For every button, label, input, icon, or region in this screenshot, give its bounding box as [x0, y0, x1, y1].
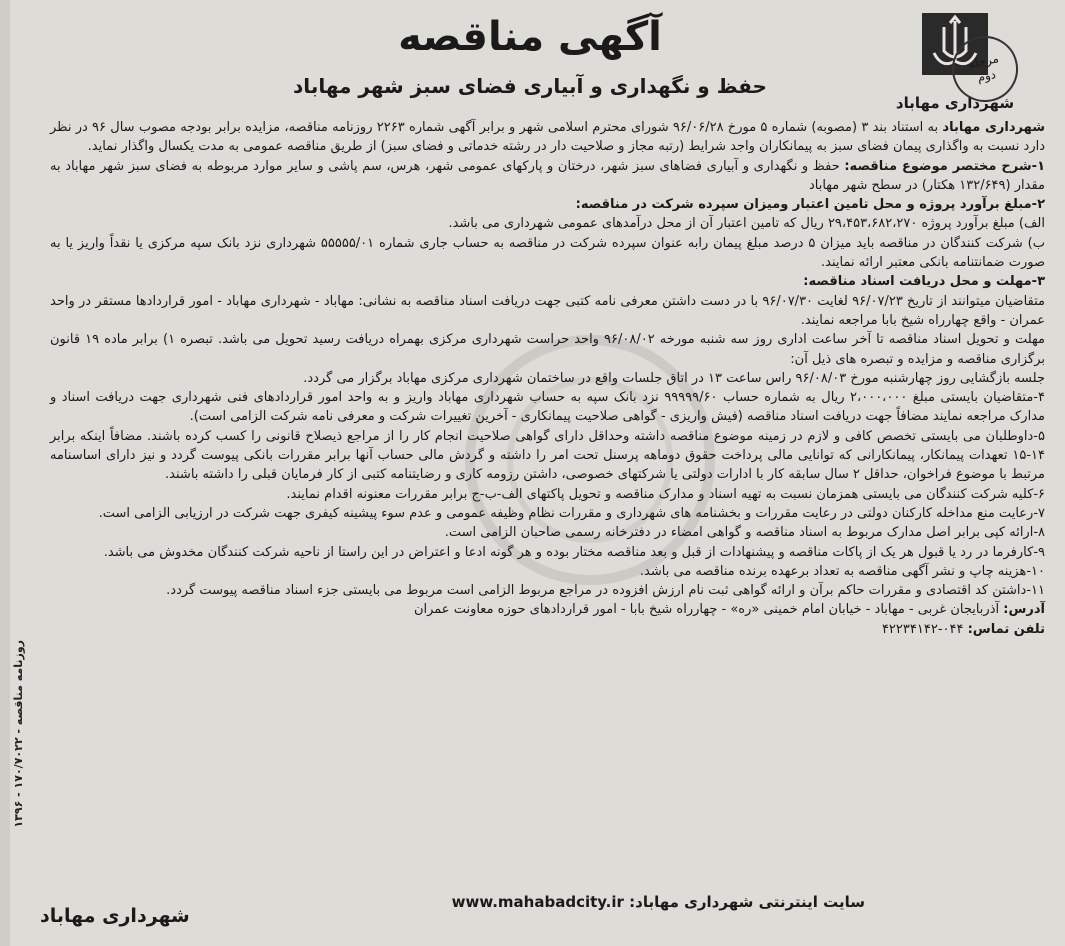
stage-label: مرحله — [966, 51, 1000, 72]
paragraph-lead: ۲-مبلغ برآورد پروژه و محل تامین اعتبار ومیزان سپرده شرکت در مناقصه: — [575, 197, 1045, 213]
page-subtitle: حفظ و نگهداری و آبیاری فضای سبز شهر مهاباد — [293, 74, 767, 98]
paragraph-text: به استناد بند ۳ (مصوبه) شماره ۵ مورخ ۹۶/۰۶/۲۸ شورای محترم اسلامی شهر و برابر آگهی شماره ۲۲۶۳ روزنامه مناقصه، مزایده برابر بودجه مصوب سال ۹۶ در نظر دارد نسبت به واگذاری پیمان فضای سبز به پیمانکاران واجد شرایط (رتبه مجاز و صلاحیت دار در رشته خدماتی و فضای سبز) از طریق مناقصه عمومی به مدت یکسال واگذار نماید. — [50, 120, 1045, 155]
notice-paragraph — [50, 292, 1045, 331]
paragraph-text: ۹-کارفرما در رد یا قبول هر یک از پاکات مناقصه و پیشنهادات از قبل و بعد مناقصه مختار بوده و هر گونه ادعا و اعتراض در این راستا از ناحیه شرکت کنندگان مخدوش می باشد. — [103, 544, 1045, 560]
notice-paragraph — [50, 118, 1045, 157]
notice-paragraph — [50, 157, 1045, 196]
notice-paragraph — [50, 562, 1045, 581]
paragraph-lead: آدرس: — [1003, 602, 1045, 618]
side-caption: روزنامه مناقصه - ۱۷۰/۷۰۲۲ - ۱۳۹۶ — [12, 640, 25, 828]
website-url[interactable]: www.mahabadcity.ir — [451, 893, 624, 911]
notice-paragraph — [50, 427, 1045, 485]
paragraph-text: حفظ و نگهداری و آبیاری فضاهای سبز شهر، درختان و پارکهای عمومی شهر، هرس، سم پاشی و سایر موارد مربوطه به فضای سبز شهر مهاباد به مقدار (۱۳۲/۶۴۹ هکتار) در سطح شهر مهاباد — [50, 158, 1045, 193]
notice-paragraph — [50, 195, 1045, 214]
paragraph-text: ۰۴۴-۴۲۲۳۴۱۴۲ — [881, 621, 968, 637]
website-label: سایت اینترنتی شهرداری مهاباد: — [629, 893, 865, 911]
notice-paragraph — [50, 523, 1045, 542]
paragraph-text: ۱۱-داشتن کد اقتصادی و مقررات حاکم برآن و ارائه گواهی ثبت نام ارزش افزوده در مراجع مربوط الزامی است مربوط می بایستی جزء اسناد مناقصه پیوست گردد. — [166, 583, 1045, 599]
org-name: شهرداری مهاباد — [895, 94, 1015, 112]
notice-body — [50, 118, 1045, 639]
notice-paragraph — [50, 600, 1045, 619]
notice-paragraph — [50, 504, 1045, 523]
footer-org-name: شهرداری مهاباد — [40, 905, 190, 927]
paragraph-lead: تلفن تماس: — [967, 621, 1045, 637]
paragraph-text: ۶-کلیه شرکت کنندگان می بایستی همزمان نسبت به تهیه اسناد و مدارک مناقصه و تحویل پاکتهای الف-ب-ج برابر مقررات معنونه اقدام نمایند. — [286, 486, 1045, 502]
notice-paragraph — [50, 581, 1045, 600]
paragraph-text: متقاضیان میتوانند از تاریخ ۹۶/۰۷/۲۳ لغایت ۹۶/۰۷/۳۰ با در دست داشتن معرفی نامه کتبی جهت دریافت اسناد مناقصه به نشانی: مهاباد - شهرداری مهاباد - امور قراردادها مستقر در واحد عمران - واقع چهارراه شیخ بابا مراجعه نمایند. — [50, 293, 1046, 328]
notice-paragraph — [50, 214, 1045, 233]
notice-paragraph — [50, 330, 1045, 369]
website-line — [452, 893, 865, 911]
stage-value: دوم — [975, 67, 998, 85]
paragraph-lead: ۳-مهلت و محل دریافت اسناد مناقصه: — [803, 274, 1045, 290]
paragraph-text: ۵-داوطلبان می بایستی تخصص کافی و لازم در زمینه موضوع مناقصه داشته وحداقل دارای گواهی صلاحیت انجام کار را از مراجع ذیصلاح قانونی را کسب کرده باشند. مضافاً اینکه برابر ۱۴-۱۵ تعهدات پیمانکار، پیمانکارانی که توانایی مالی پرداخت حقوق دوماهه پرسنل تحت امر را داشته و گردش مالی حساب آنها برابر مقررات بانکی پیوست گردد و نیز دارای اساسنامه مرتبط با موضوع فراخوان، حداقل ۲ سال سابقه کار با ادارات دولتی یا شرکتهای خصوصی، داشتن رزومه کاری و رضایتنامه کتبی از کار فرمایان قبلی را داشته باشند. — [50, 428, 1045, 483]
page-title: آگهی مناقصه — [398, 14, 662, 60]
paragraph-text: ۴-متقاضیان بایستی مبلغ ۲،۰۰۰،۰۰۰ ریال به شماره حساب ۹۹۹۹۹/۶۰ نزد بانک سپه به حساب شهرداری مهاباد واریز و به واحد امور قراردادهای فنی شهرداری جهت دریافت اسناد و مدارک مراجعه نمایند مضافاً جهت دریافت اسناد مناقصه (فیش واریزی - گواهی صلاحیت پیمانکاری - آخرین تغییرات شرکت و معرفی نامه شرکت الزامی است). — [50, 390, 1045, 425]
notice-paragraph — [50, 272, 1045, 291]
paragraph-text: ۷-رعایت منع مداخله کارکنان دولتی در رعایت مقررات و بخشنامه های شهرداری و مقررات نظام وظیفه عمومی و عدم سوء پیشینه کیفری جهت شرکت در ارزیابی الزامی است. — [98, 505, 1045, 521]
paragraph-lead: شهرداری مهاباد — [942, 120, 1045, 135]
paragraph-text: آذربایجان غربی - مهاباد - خیابان امام خمینی «ره» - چهارراه شیخ بابا - امور قراردادهای حوزه معاونت عمران — [413, 602, 1004, 618]
notice-paragraph — [50, 388, 1045, 427]
notice-paragraph — [50, 620, 1045, 639]
paragraph-text: ب) شرکت کنندگان در مناقصه باید میزان ۵ درصد مبلغ پیمان رابه عنوان سپرده شرکت در مناقصه به حساب جاری شماره ۵۵۵۵۵/۰۱ شهرداری نزد بانک سپه مرکزی یا نقداً واریز یا به صورت ضمانتنامه بانکی معتبر ارائه نمایند. — [50, 235, 1045, 271]
paragraph-text: الف) مبلغ برآورد پروژه ۲۹،۴۵۳،۶۸۲،۲۷۰ ریال که تامین اعتبار آن از محل درآمدهای عمومی شهرداری می باشد. — [448, 216, 1045, 232]
paragraph-lead: ۱-شرح مختصر موضوع مناقصه: — [844, 158, 1045, 174]
notice-paragraph — [50, 485, 1045, 504]
notice-paragraph — [50, 543, 1045, 562]
paragraph-text: ۸-ارائه کپی برابر اصل مدارک مربوط به اسناد مناقصه و گواهی امضاء در دفترخانه رسمی صاحبان الزامی است. — [444, 525, 1045, 541]
paragraph-text: مهلت و تحویل اسناد مناقصه تا آخر ساعت اداری روز سه شنبه مورخه ۹۶/۰۸/۰۲ واحد حراست شهرداری مرکزی بهمراه دریافت رسید تحویل می باشد. تبصره ۱) برابر ماده ۱۹ قانون برگزاری مناقصه و مزایده و تبصره های ذیل آن: — [50, 332, 1045, 367]
notice-paragraph — [50, 234, 1045, 273]
paragraph-text: ۱۰-هزینه چاپ و نشر آگهی مناقصه به تعداد برعهده برنده مناقصه می باشد. — [639, 563, 1045, 579]
notice-paragraph — [50, 369, 1045, 388]
paragraph-text: جلسه بازگشایی روز چهارشنبه مورخ ۹۶/۰۸/۰۳ راس ساعت ۱۳ در اتاق جلسات واقع در ساختمان شهرداری مرکزی مهاباد برگزار می گردد. — [303, 370, 1045, 386]
